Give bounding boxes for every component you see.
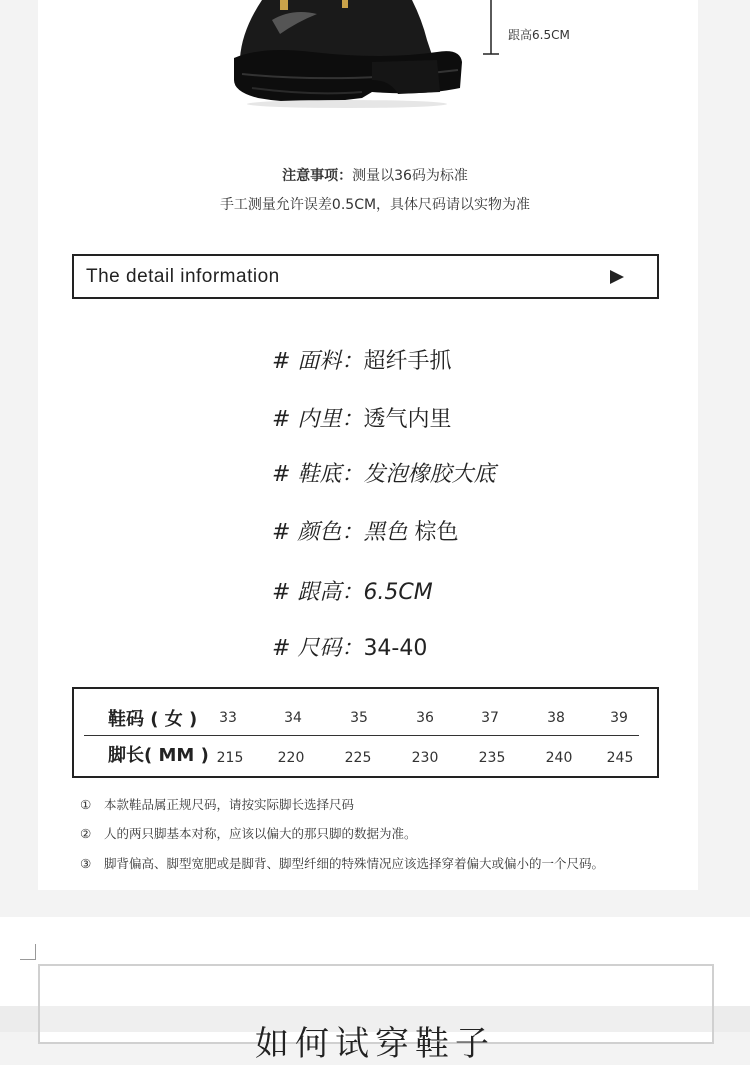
footnote-item bbox=[80, 824, 417, 842]
size-cell: 35 bbox=[350, 710, 368, 726]
spec-size bbox=[272, 631, 427, 662]
footnote-text: 人的两只脚基本对称，应该以偏大的那只脚的数据为准。 bbox=[104, 826, 417, 841]
spec-lining bbox=[272, 402, 451, 433]
length-cell: 230 bbox=[411, 750, 439, 766]
size-row-label: 鞋码 ( 女 ) bbox=[108, 709, 198, 730]
spec-label: # 内里： bbox=[272, 407, 364, 432]
footnote-number: ② bbox=[80, 826, 92, 841]
spec-extra-color: 棕色 bbox=[407, 520, 459, 545]
footnote-number: ③ bbox=[80, 856, 92, 871]
detail-title: The detail information bbox=[86, 266, 280, 287]
shoe-image bbox=[222, 0, 472, 110]
length-cell: 225 bbox=[344, 750, 372, 766]
size-cell: 38 bbox=[547, 710, 565, 726]
length-cell: 245 bbox=[606, 750, 634, 766]
length-cell: 220 bbox=[277, 750, 305, 766]
section-title: 如何试穿鞋子 bbox=[255, 1024, 495, 1064]
footnote-number: ① bbox=[80, 797, 92, 812]
spec-heel-height bbox=[272, 575, 433, 606]
heel-height-label: 跟高6.5CM bbox=[508, 28, 570, 42]
spec-value: 发泡橡胶大底 bbox=[363, 462, 496, 487]
spec-sole bbox=[272, 457, 495, 488]
table-divider bbox=[84, 735, 639, 736]
footnote-item bbox=[80, 795, 354, 813]
spec-label: # 尺码： bbox=[272, 636, 364, 661]
size-cell: 34 bbox=[284, 710, 302, 726]
size-cell: 33 bbox=[219, 710, 237, 726]
spec-label: # 面料： bbox=[272, 349, 364, 374]
heel-height-marker bbox=[480, 0, 502, 58]
size-cell: 39 bbox=[610, 710, 628, 726]
spec-material bbox=[272, 344, 451, 375]
tolerance-note: 手工测量允许误差0.5CM，具体尺码请以实物为准 bbox=[219, 197, 531, 213]
size-cell: 37 bbox=[481, 710, 499, 726]
length-cell: 240 bbox=[545, 750, 573, 766]
spec-color bbox=[272, 515, 458, 546]
footnote-text: 本款鞋品属正规尺码，请按实际脚长选择尺码 bbox=[104, 797, 355, 812]
spec-value: 6.5CM bbox=[363, 580, 433, 605]
footnote-item bbox=[80, 854, 604, 872]
play-arrow-icon bbox=[609, 269, 625, 285]
size-table bbox=[72, 687, 659, 778]
corner-crop-mark bbox=[20, 944, 36, 960]
footnote-text: 脚背偏高、脚型宽肥或是脚背、脚型纤细的特殊情况应该选择穿着偏大或偏小的一个尺码。 bbox=[104, 856, 605, 871]
spec-label: # 鞋底： bbox=[272, 462, 364, 487]
measurement-note bbox=[0, 165, 750, 185]
spec-value: 超纤手抓 bbox=[363, 349, 452, 374]
note-title: 注意事项： bbox=[282, 168, 353, 184]
size-cell: 36 bbox=[416, 710, 434, 726]
length-row-label: 脚长( MM ) bbox=[108, 745, 209, 766]
spec-label: # 跟高： bbox=[272, 580, 364, 605]
length-cell: 235 bbox=[478, 750, 506, 766]
note-text: 测量以36码为标准 bbox=[352, 168, 468, 184]
length-cell: 215 bbox=[216, 750, 244, 766]
spec-label: # 颜色： bbox=[272, 520, 364, 545]
detail-information-bar bbox=[72, 254, 659, 299]
spec-value: 黑色 bbox=[363, 520, 408, 545]
spec-value: 34-40 bbox=[363, 636, 428, 661]
spec-value: 透气内里 bbox=[363, 407, 452, 432]
